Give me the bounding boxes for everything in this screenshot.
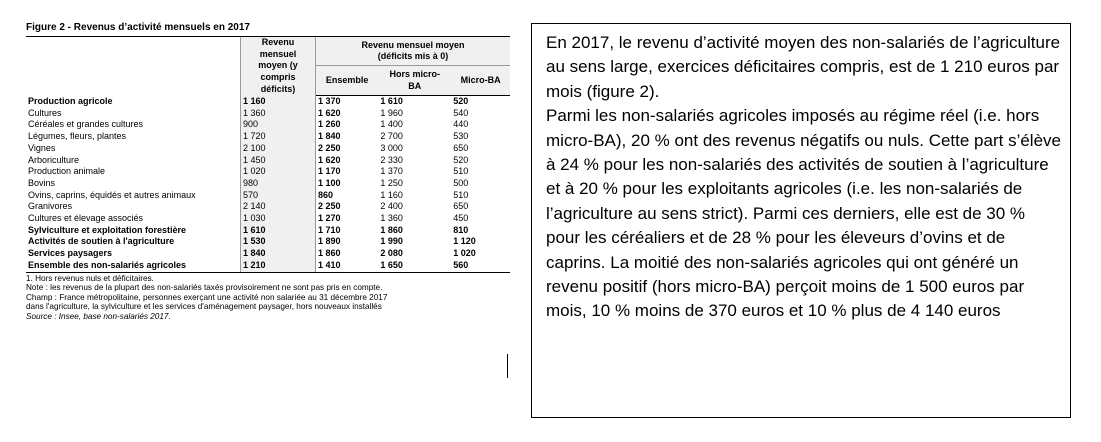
vertical-divider: [507, 354, 508, 378]
revenue-table: [26, 37, 510, 273]
table-row: Production animale 1 020 1 170 1 370 510: [28, 166, 469, 177]
ensemble-header: Ensemble: [316, 66, 379, 96]
table-row: Ensemble des non-salariés agricoles 1 210 1 410 1 650 560: [26, 260, 510, 272]
table-row: Cultures 1 360 1 620 1 960 540: [28, 107, 469, 118]
scope-note-continued: dans l'agriculture, la sylviculture et les services d'aménagement paysager, hors nouveaux installés: [26, 302, 382, 312]
table-row: Services paysagers 1 840 1 860 2 080 1 020: [28, 248, 476, 259]
table-row: Cultures et élevage associés 1 030 1 270 1 360 450: [28, 213, 469, 224]
scope-note: Champ : France métropolitaine, personnes exerçant une activité non salariée au 31 décembre 2017: [26, 292, 388, 302]
table-row: Bovins 980 1 100 1 250 500: [28, 177, 469, 188]
hors-micro-ba-header: Hors micro- BA: [378, 66, 451, 96]
note: Note : les revenus de la plupart des non-salariés taxés provisoirement ne sont pas pris en compte.: [26, 283, 383, 293]
mean-income-header: Revenu mensuel moyen (y compris déficits): [241, 37, 316, 96]
table-row: Vignes 2 100 2 250 3 000 650: [28, 142, 469, 153]
label-column-header: [26, 37, 241, 96]
paragraph-2: Parmi les non-salariés agricoles imposés au régime réel (i.e. hors micro-BA), 20 % ont des revenus négatifs ou nuls. Cette part s’élève à 24 % pour les non-salariés des activités de soutien à l’agriculture et à 20 % pour les exploitants agricoles (i.e. les non-salariés de l’agriculture au sens strict). Parmi ces derniers, elle est de 30 % pour les céréaliers et de 28 % pour les éleveurs d’ovins et de caprins. La moitié des non-salariés agricoles qui ont généré un revenu positif (hors micro-BA) perçoit moins de 1 500 euros par mois, 10 % moins de 370 euros et 10 % plus de 4 140 euros: [546, 106, 1061, 321]
table-row: Activités de soutien à l'agriculture 1 530 1 890 1 990 1 120: [28, 236, 476, 247]
table-row: Granivores 2 140 2 250 2 400 650: [28, 201, 469, 212]
table-row: Céréales et grandes cultures 900 1 260 1 400 440: [28, 119, 469, 130]
paragraph-1: En 2017, le revenu d’activité moyen des non-salariés de l’agriculture au sens large, exercices déficitaires compris, est de 1 210 euros par mois (figure 2).: [546, 33, 1061, 101]
footnote: 1. Hors revenus nuls et déficitaires.: [26, 273, 154, 283]
table-row: Ovins, caprins, équidés et autres animaux 570 860 1 160 510: [28, 189, 469, 200]
table-row: Arboriculture 1 450 1 620 2 330 520: [28, 154, 469, 165]
table-row: Production agricole 1 160 1 370 1 610 520: [28, 95, 469, 107]
figure-title: Figure 2 - Revenus d’activité mensuels en 2017: [26, 22, 510, 37]
table-row: Sylviculture et exploitation forestière 1 610 1 710 1 860 810: [28, 224, 469, 235]
group-header: Revenu mensuel moyen (déficits mis à 0): [316, 37, 511, 66]
table-row: Légumes, fleurs, plantes 1 720 1 840 2 700 530: [28, 131, 469, 142]
revenue-figure: [26, 22, 510, 322]
source-note: Source : Insee, base non-salariés 2017.: [26, 311, 171, 321]
text-panel: [531, 23, 1071, 418]
micro-ba-header: Micro-BA: [451, 66, 510, 96]
figure-notes: [26, 274, 510, 322]
